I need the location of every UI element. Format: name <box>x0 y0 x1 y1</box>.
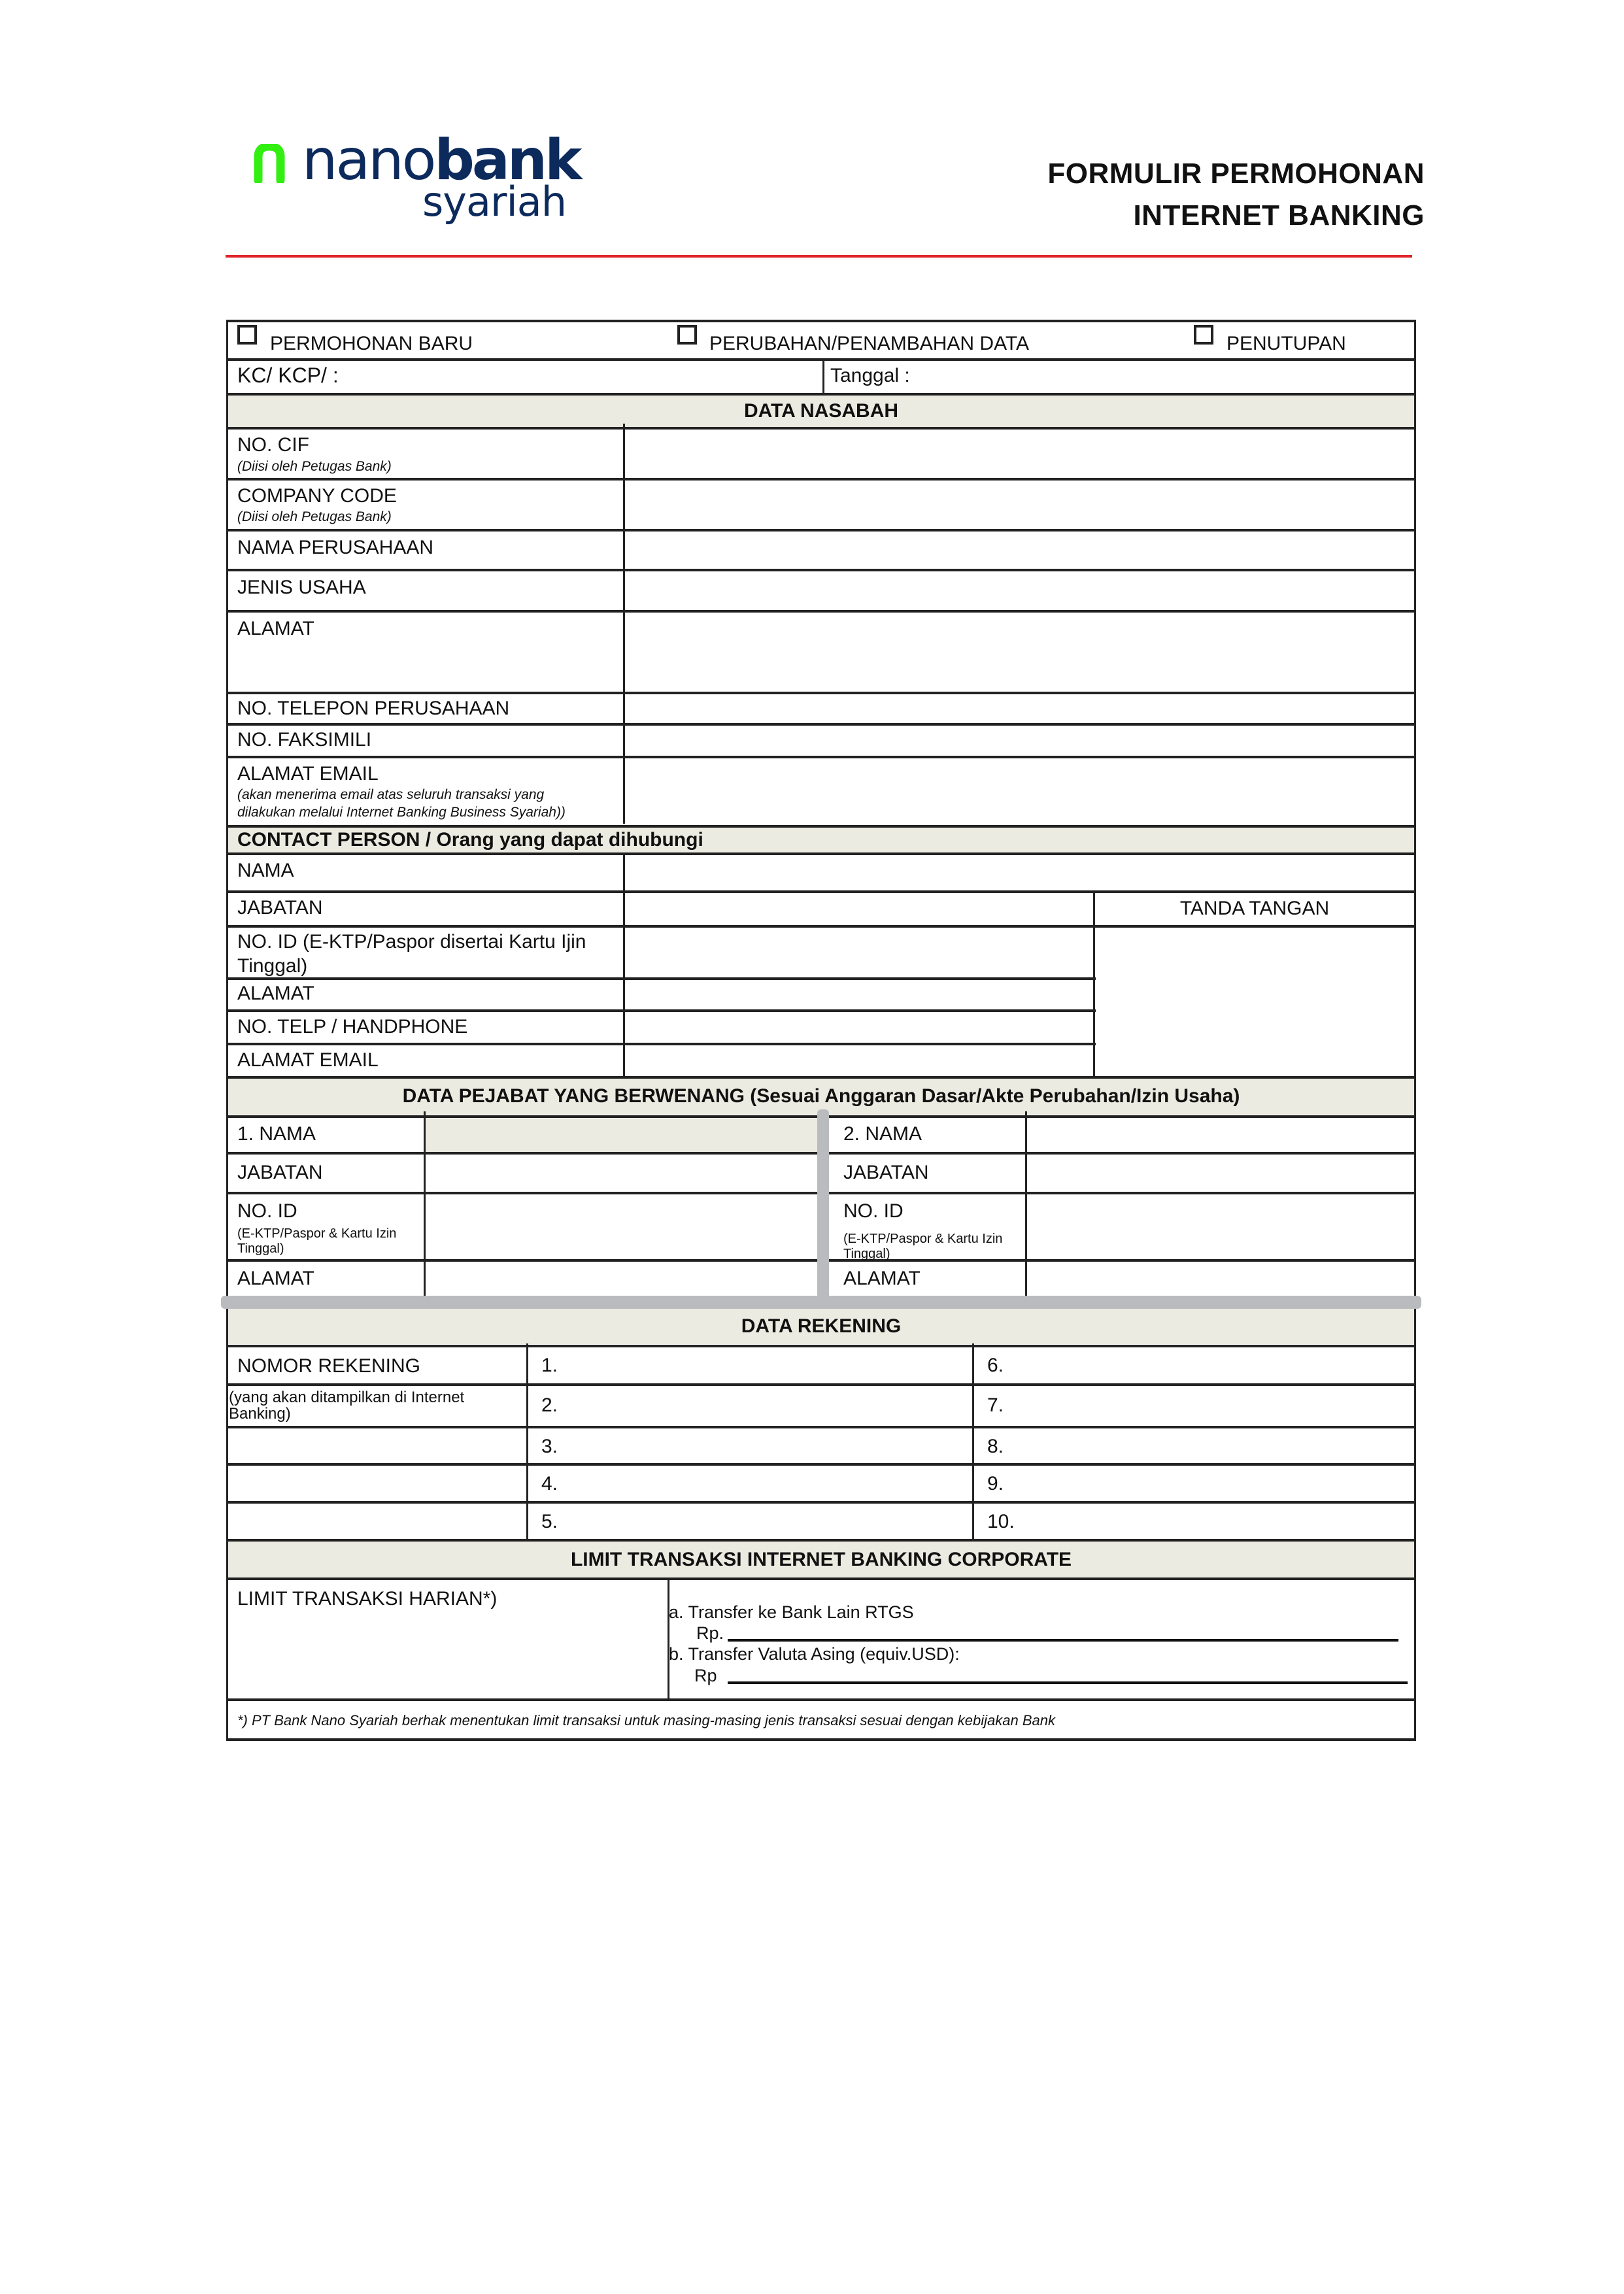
section-heading-data-nasabah: DATA NASABAH <box>743 400 899 422</box>
daily-limit-label: LIMIT TRANSAKSI HARIAN*) <box>237 1588 498 1610</box>
rule <box>226 1463 1416 1466</box>
rule <box>226 925 1416 928</box>
account-note-line1: (yang akan ditampilkan di Internet <box>229 1389 465 1406</box>
official2-label-position: JABATAN <box>843 1162 929 1183</box>
account-number-index: 10. <box>987 1511 1015 1532</box>
rule <box>526 1343 528 1540</box>
official2-address-input[interactable] <box>1030 1262 1415 1296</box>
section-heading-pejabat: DATA PEJABAT YANG BERWENANG (Sesuai Anggaran Dasar/Akte Perubahan/Izin Usaha) <box>402 1085 1240 1107</box>
cp-label-phone: NO. TELP / HANDPHONE <box>237 1016 468 1037</box>
company-phone-input[interactable] <box>628 695 1413 724</box>
official1-id-note-line1: (E-KTP/Paspor & Kartu Izin <box>237 1226 397 1241</box>
field-label-address: ALAMAT <box>237 618 314 639</box>
cp-address-input[interactable] <box>628 981 1093 1011</box>
rule <box>226 756 1416 758</box>
business-type-input[interactable] <box>628 572 1413 610</box>
rule <box>226 610 1416 613</box>
rule <box>668 1579 669 1698</box>
rule <box>226 1577 1416 1580</box>
rule <box>226 1698 1416 1701</box>
rule <box>226 852 1416 855</box>
signature-label: TANDA TANGAN <box>1179 898 1330 919</box>
account-6-input[interactable] <box>1020 1348 1413 1383</box>
account-5-input[interactable] <box>569 1504 970 1538</box>
account-1-input[interactable] <box>569 1348 970 1383</box>
field-label-company-phone: NO. TELEPON PERUSAHAAN <box>237 698 510 719</box>
limit-forex-input[interactable] <box>729 1662 1410 1682</box>
field-label-company-name: NAMA PERUSAHAAN <box>237 537 434 558</box>
official1-label-position: JABATAN <box>237 1162 323 1183</box>
rule <box>226 692 1416 694</box>
fax-input[interactable] <box>628 726 1413 756</box>
option-label: PERUBAHAN/PENAMBAHAN DATA <box>709 333 1029 354</box>
rule <box>226 320 1416 322</box>
cp-label-email: ALAMAT EMAIL <box>237 1049 379 1071</box>
account-number-index: 6. <box>987 1355 1004 1376</box>
limit-footnote: *) PT Bank Nano Syariah berhak menentukan limit transaksi untuk masing-masing jenis transaksi sesuai dengan kebijakan Bank <box>237 1712 1055 1729</box>
section-heading-contact-person: CONTACT PERSON / Orang yang dapat dihubungi <box>237 829 703 851</box>
signature-area[interactable] <box>1097 929 1412 1074</box>
account-number-index: 3. <box>541 1436 558 1457</box>
account-number-index: 5. <box>541 1511 558 1532</box>
field-note-email-line1: (akan menerima email atas seluruh transaksi yang <box>237 787 545 802</box>
official1-label-name: 1. NAMA <box>237 1123 316 1145</box>
branch-input[interactable] <box>366 362 820 393</box>
official2-label-address: ALAMAT <box>843 1268 921 1289</box>
logo-nano-text: nano <box>302 127 435 193</box>
rule <box>623 424 625 824</box>
rule <box>226 1426 1416 1428</box>
account-3-input[interactable] <box>569 1429 970 1463</box>
cp-email-input[interactable] <box>628 1046 1093 1077</box>
rule <box>226 1009 1096 1012</box>
checkbox-permohonan-baru[interactable] <box>237 325 257 345</box>
nanobank-n-icon <box>254 144 285 183</box>
rule <box>226 529 1416 531</box>
cp-id-input[interactable] <box>628 928 1093 978</box>
form-title-line1: FORMULIR PERMOHONAN <box>1047 158 1425 190</box>
account-note-line2: Banking) <box>229 1405 291 1423</box>
checkbox-perubahan-data[interactable] <box>677 325 697 345</box>
account-number-index: 8. <box>987 1436 1004 1457</box>
rule <box>226 1043 1096 1045</box>
limit-item-rtgs: a. Transfer ke Bank Lain RTGS <box>669 1602 914 1622</box>
section-heading-limit: LIMIT TRANSAKSI INTERNET BANKING CORPORATE <box>570 1549 1072 1570</box>
official2-label-name: 2. NAMA <box>843 1123 922 1145</box>
cp-phone-input[interactable] <box>628 1013 1093 1044</box>
email-input[interactable] <box>628 760 1413 825</box>
official1-label-address: ALAMAT <box>237 1268 314 1289</box>
field-label-email: ALAMAT EMAIL <box>237 763 379 784</box>
option-label: PENUTUPAN <box>1226 333 1346 354</box>
official2-id-note-line1: (E-KTP/Paspor & Kartu Izin <box>843 1232 1003 1246</box>
official1-position-input[interactable] <box>428 1156 817 1192</box>
official1-name-input[interactable] <box>428 1119 817 1153</box>
cp-label-name: NAMA <box>237 860 294 881</box>
rule <box>424 1111 426 1296</box>
account-number-index: 2. <box>541 1394 558 1416</box>
rule <box>226 1383 1416 1386</box>
rule <box>226 358 1416 361</box>
header-divider <box>226 255 1412 258</box>
field-label-cif: NO. CIF <box>237 434 309 456</box>
rule <box>226 569 1416 571</box>
date-label: Tanggal : <box>830 365 910 386</box>
official1-address-input[interactable] <box>428 1262 817 1296</box>
account-number-index: 9. <box>987 1473 1004 1494</box>
cp-name-input[interactable] <box>628 856 1413 891</box>
account-10-input[interactable] <box>1020 1504 1413 1538</box>
company-name-input[interactable] <box>628 532 1413 569</box>
rule <box>972 1343 974 1540</box>
logo-syariah-text: syariah <box>422 178 566 226</box>
official1-id-input[interactable] <box>428 1196 817 1260</box>
rule <box>822 360 824 394</box>
account-9-input[interactable] <box>1020 1466 1413 1500</box>
rule <box>226 478 1416 481</box>
cp-label-position: JABATAN <box>237 897 323 919</box>
section-separator-bar <box>221 1296 1421 1309</box>
cif-input[interactable] <box>628 430 1413 479</box>
field-label-company-code: COMPANY CODE <box>237 485 397 507</box>
cp-label-id-line2: Tinggal) <box>237 955 308 977</box>
form-title-line2: INTERNET BANKING <box>1133 199 1425 231</box>
account-2-input[interactable] <box>569 1387 970 1426</box>
table-border-left <box>226 320 228 1740</box>
official1-id-note-line2: Tinggal) <box>237 1241 284 1256</box>
field-label-business-type: JENIS USAHA <box>237 577 366 598</box>
rule <box>226 890 1416 893</box>
field-label-fax: NO. FAKSIMILI <box>237 729 372 751</box>
account-8-input[interactable] <box>1020 1429 1413 1463</box>
logo-bank-text: bank <box>434 127 580 193</box>
address-input[interactable] <box>628 615 1413 692</box>
official1-label-id: NO. ID <box>237 1200 297 1222</box>
field-note-email-line2: dilakukan melalui Internet Banking Business Syariah)) <box>237 805 566 820</box>
official2-id-note-line2: Tinggal) <box>843 1247 890 1261</box>
rule <box>226 723 1416 726</box>
cp-label-id-line1: NO. ID (E-KTP/Paspor disertai Kartu Ijin <box>237 931 586 953</box>
date-input[interactable] <box>922 362 1408 393</box>
field-note-company-code: (Diisi oleh Petugas Bank) <box>237 509 392 524</box>
account-number-index: 4. <box>541 1473 558 1494</box>
rule <box>226 1501 1416 1504</box>
section-heading-rekening: DATA REKENING <box>741 1315 902 1337</box>
branch-label: KC/ KCP/ : <box>237 363 339 387</box>
account-number-index: 1. <box>541 1355 558 1376</box>
field-note-cif: (Diisi oleh Petugas Bank) <box>237 459 392 474</box>
official2-name-input[interactable] <box>1030 1119 1415 1153</box>
rule <box>226 427 1416 430</box>
official2-position-input[interactable] <box>1030 1156 1415 1192</box>
account-7-input[interactable] <box>1020 1387 1413 1426</box>
rule <box>226 977 1096 980</box>
limit-rtgs-input[interactable] <box>729 1620 1401 1640</box>
rule <box>1025 1111 1027 1296</box>
account-4-input[interactable] <box>569 1466 970 1500</box>
official2-label-id: NO. ID <box>843 1200 904 1222</box>
option-label: PERMOHONAN BARU <box>270 333 473 354</box>
rule <box>226 1738 1416 1741</box>
cp-label-address: ALAMAT <box>237 983 314 1004</box>
rule <box>226 1345 1416 1347</box>
column-separator-bar <box>817 1109 829 1299</box>
official2-id-input[interactable] <box>1030 1196 1415 1260</box>
company-code-input[interactable] <box>628 481 1413 530</box>
limit-rtgs-currency: Rp. <box>696 1623 724 1643</box>
limit-item-forex: b. Transfer Valuta Asing (equiv.USD): <box>669 1644 960 1664</box>
table-border-right <box>1414 320 1416 1740</box>
account-number-label: NOMOR REKENING <box>237 1355 421 1377</box>
account-number-index: 7. <box>987 1394 1004 1416</box>
checkbox-penutupan[interactable] <box>1194 325 1213 345</box>
limit-forex-currency: Rp <box>694 1666 717 1685</box>
cp-position-input[interactable] <box>628 894 1093 926</box>
